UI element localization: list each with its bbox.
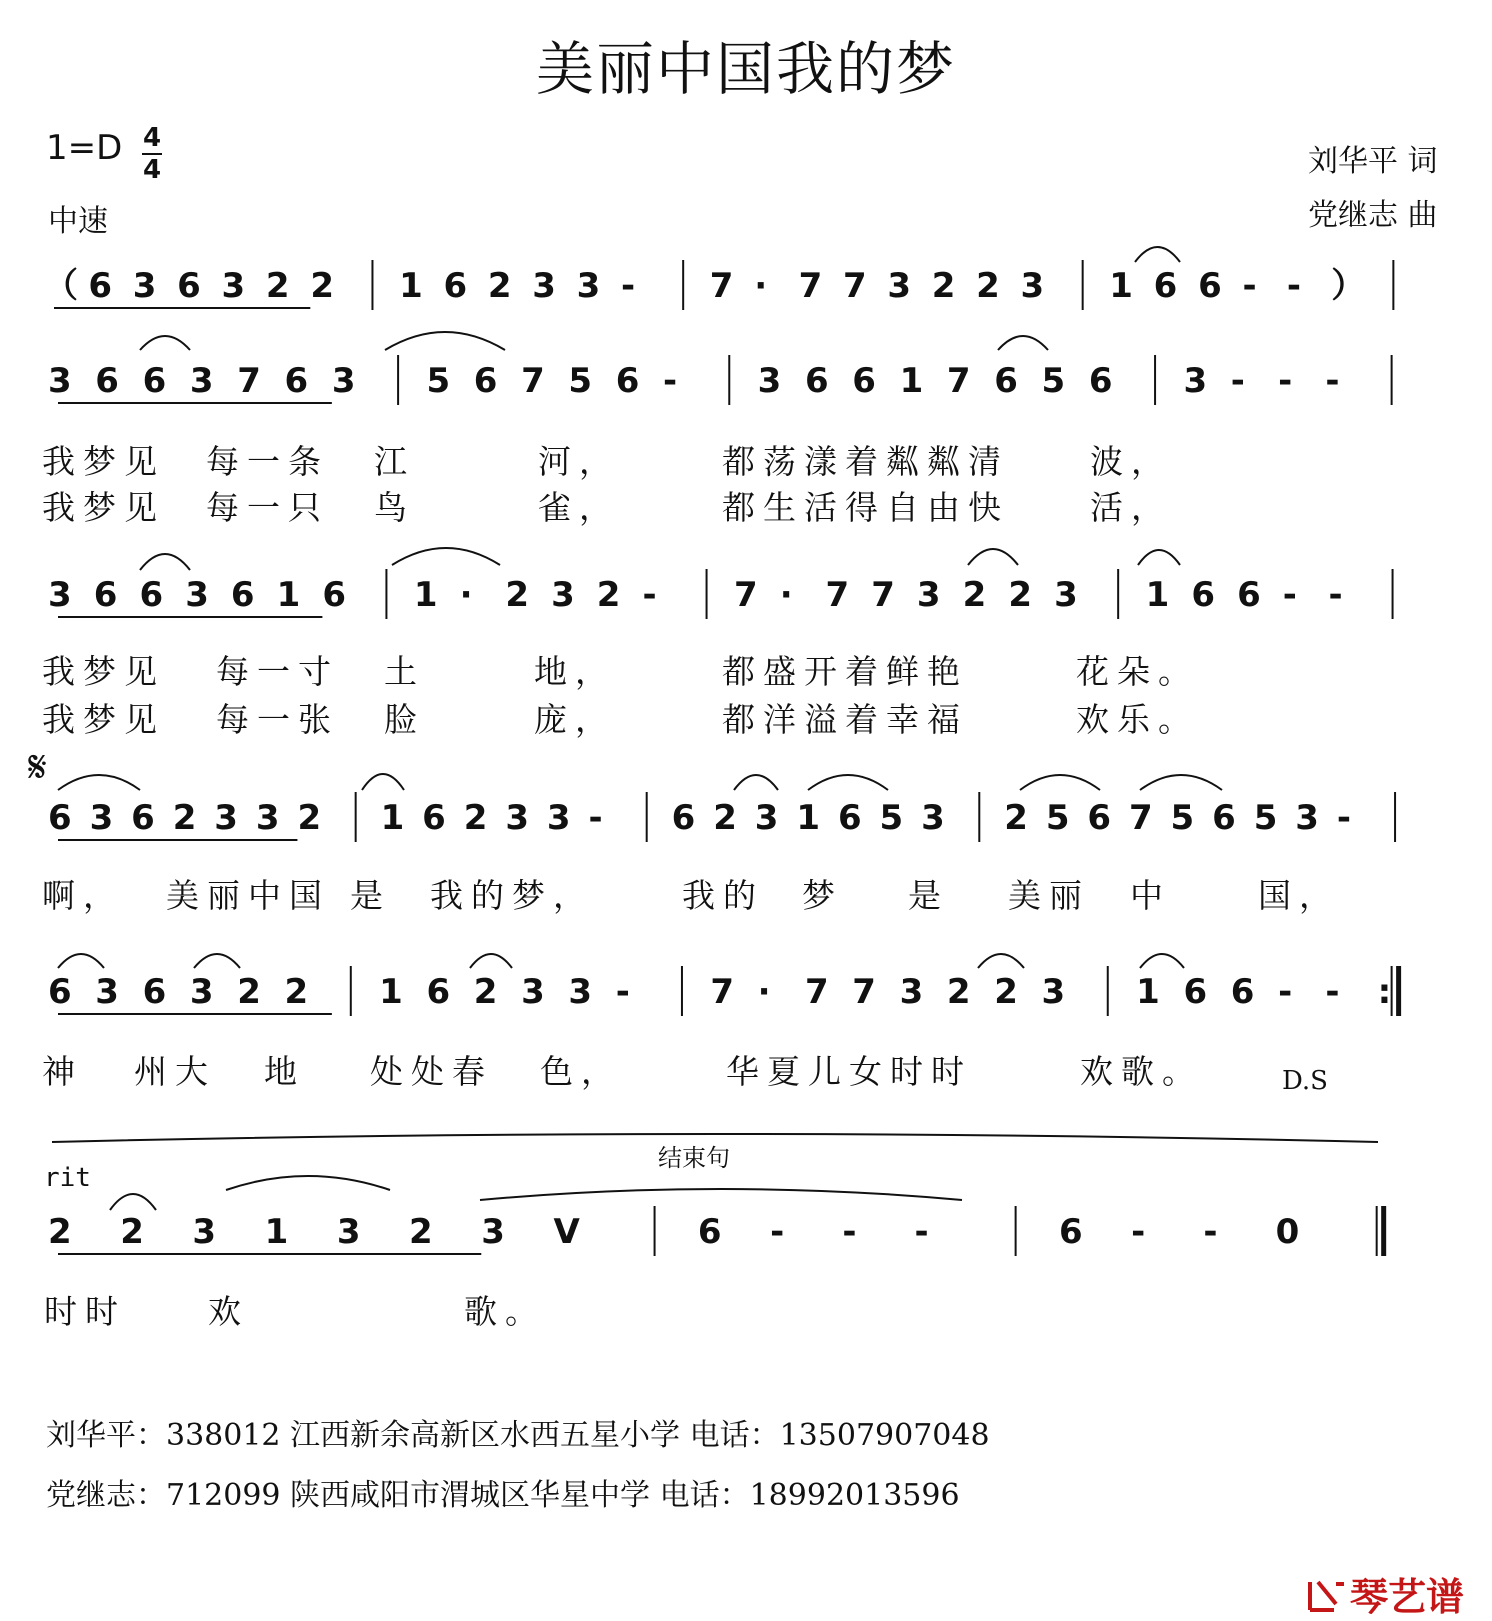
slur-arc <box>392 548 500 565</box>
sustain-dash: - <box>1203 1212 1218 1252</box>
note: 3 <box>192 1212 217 1252</box>
note: 3 <box>132 266 157 306</box>
lyric-syllable: 每一寸 <box>216 652 339 691</box>
note: 1 <box>1145 575 1170 615</box>
note: 2 <box>473 972 498 1012</box>
note: 2 <box>962 575 987 615</box>
slur-arc <box>968 549 1018 565</box>
note: 2 <box>409 1212 433 1252</box>
sustain-dash: - <box>663 361 678 401</box>
ending-label: 结束句 <box>658 1144 730 1172</box>
ds-marking: D.S <box>1282 1066 1328 1096</box>
note: 3 <box>757 361 782 401</box>
note: 6 <box>139 575 164 615</box>
note: 3 <box>189 972 214 1012</box>
lyric-syllable: 我梦见 <box>42 442 165 481</box>
note: · <box>779 575 793 615</box>
note: 6 <box>1183 972 1208 1012</box>
lyric-syllable: 处处春 <box>370 1052 493 1091</box>
note: 6 <box>142 972 167 1012</box>
note: 7 <box>871 575 895 615</box>
slur-arc <box>194 954 240 968</box>
note: 3 <box>916 575 941 615</box>
note: 3 <box>754 798 779 838</box>
note: 3 <box>336 1212 361 1252</box>
note: 2 <box>1004 798 1028 838</box>
note: 5 <box>1170 798 1195 838</box>
lyric-syllable: 波， <box>1090 442 1172 481</box>
composer-credit: 党继志 曲 <box>1308 198 1438 233</box>
note: 1 <box>379 972 403 1012</box>
note: 2 <box>1008 575 1033 615</box>
note: 3 <box>185 575 209 615</box>
note: 2 <box>297 798 322 838</box>
note: 6 <box>284 361 309 401</box>
note: · <box>754 266 768 306</box>
rit-marking: rit <box>44 1163 91 1193</box>
lyric-syllable: 地， <box>534 652 616 691</box>
note: 2 <box>265 266 290 306</box>
lyric-syllable: 我梦见 <box>42 652 165 691</box>
note: 3 <box>1041 972 1066 1012</box>
note: 1 <box>380 798 405 838</box>
lyric-syllable: 都荡漾着粼粼清 <box>722 442 1009 481</box>
note: 2 <box>48 1212 72 1252</box>
note: 7 <box>946 361 971 401</box>
note: 5 <box>1041 361 1066 401</box>
lyricist-credit: 刘华平 词 <box>1308 144 1438 179</box>
tempo-marking: 中速 <box>48 204 108 239</box>
sustain-dash: - <box>1131 1212 1146 1252</box>
note: 3 <box>887 266 912 306</box>
note: 7 <box>237 361 261 401</box>
brand-logo-icon <box>1306 1576 1346 1616</box>
note: 7 <box>521 361 545 401</box>
sustain-dash: - <box>1325 361 1340 401</box>
note: · <box>459 575 473 615</box>
slur-arc <box>362 774 404 790</box>
slur-arc <box>1140 775 1222 790</box>
note: 3 <box>521 972 545 1012</box>
note: 6 <box>322 575 347 615</box>
note: 6 <box>615 361 640 401</box>
note: 6 <box>1058 1212 1083 1252</box>
note: 6 <box>95 361 119 401</box>
note: 2 <box>310 266 334 306</box>
note: 3 <box>48 361 72 401</box>
note: 3 <box>1020 266 1045 306</box>
sustain-dash: - <box>1325 972 1340 1012</box>
lyric-syllable: 色， <box>540 1052 622 1091</box>
note: 6 <box>804 361 829 401</box>
note: 6 <box>1237 575 1261 615</box>
note: 3 <box>546 798 571 838</box>
slur-arc <box>58 775 140 790</box>
lyric-syllable: 国， <box>1258 876 1340 915</box>
lyric-syllable: 江 <box>374 442 415 481</box>
note: 2 <box>463 798 488 838</box>
note: 6 <box>93 575 118 615</box>
sustain-dash: - <box>770 1212 785 1252</box>
note: （ <box>44 266 78 306</box>
note: 6 <box>1087 798 1112 838</box>
lyric-syllable: 我梦见 <box>42 700 165 739</box>
slur-arc <box>1140 954 1184 968</box>
note: 5 <box>1253 798 1278 838</box>
note: 5 <box>426 361 451 401</box>
lyric-syllable: 活， <box>1090 488 1172 527</box>
note: 6 <box>1230 972 1255 1012</box>
note: 3 <box>576 266 601 306</box>
note: 7 <box>709 266 734 306</box>
note: 1 <box>413 575 438 615</box>
note: 2 <box>284 972 309 1012</box>
sustain-dash: - <box>1336 798 1351 838</box>
footer-line-2: 党继志：712099 陕西咸阳市渭城区华星中学 电话：18992013596 <box>46 1478 960 1513</box>
sustain-dash: - <box>1328 575 1343 615</box>
slur-arc <box>1138 550 1180 565</box>
note: 1 <box>899 361 924 401</box>
note: 3 <box>1183 361 1208 401</box>
sustain-dash: - <box>588 798 603 838</box>
note: 6 <box>1153 266 1178 306</box>
lyric-syllable: 欢 <box>208 1292 249 1331</box>
lyric-syllable: 歌。 <box>464 1292 546 1331</box>
note: 2 <box>237 972 261 1012</box>
note: 6 <box>177 266 201 306</box>
note: 1 <box>1109 266 1133 306</box>
note: 6 <box>473 361 498 401</box>
note: · <box>757 972 771 1012</box>
lyric-syllable: 都生活得自由快 <box>722 488 1009 527</box>
note: 3 <box>921 798 945 838</box>
lyric-syllable: 美丽中国 <box>166 876 330 915</box>
slur-arc <box>734 775 778 790</box>
lyric-syllable: 每一只 <box>206 488 329 527</box>
sustain-dash: - <box>842 1212 857 1252</box>
note: 6 <box>88 266 113 306</box>
lyric-syllable: 时时 <box>44 1292 126 1331</box>
lyric-syllable: 是 <box>350 876 391 915</box>
note: 3 <box>331 361 356 401</box>
lyric-syllable: 雀， <box>538 488 620 527</box>
lyric-syllable: 庞， <box>534 700 616 739</box>
lyric-syllable: 我的 <box>682 876 764 915</box>
lyric-syllable: 欢乐。 <box>1076 700 1199 739</box>
note: 3 <box>95 972 119 1012</box>
note: 6 <box>697 1212 722 1252</box>
note: 2 <box>976 266 1000 306</box>
note: 3 <box>899 972 924 1012</box>
note: 5 <box>568 361 593 401</box>
note: 7 <box>852 972 876 1012</box>
note: ） <box>1331 266 1366 306</box>
note: 3 <box>481 1212 505 1252</box>
note: 7 <box>710 972 735 1012</box>
note: 7 <box>798 266 823 306</box>
note: 3 <box>89 798 114 838</box>
note: 7 <box>842 266 867 306</box>
note: 3 <box>1054 575 1078 615</box>
note: 2 <box>120 1212 144 1252</box>
note: 6 <box>1088 361 1113 401</box>
note: 6 <box>422 798 446 838</box>
note: 6 <box>443 266 468 306</box>
lyric-syllable: 欢歌。 <box>1080 1052 1203 1091</box>
note: 6 <box>852 361 876 401</box>
sustain-dash: - <box>1278 361 1293 401</box>
lyric-syllable: 都盛开着鲜艳 <box>722 652 968 691</box>
lyric-syllable: 是 <box>908 876 949 915</box>
note: 6 <box>1212 798 1236 838</box>
sustain-dash: - <box>914 1212 929 1252</box>
note: 6 <box>131 798 155 838</box>
note: 3 <box>255 798 280 838</box>
lyric-syllable: 我梦见 <box>42 488 165 527</box>
lyric-syllable: 脸 <box>384 700 425 739</box>
time-bottom: 4 <box>142 155 162 185</box>
note: 1 <box>1136 972 1160 1012</box>
note: 3 <box>189 361 214 401</box>
note: 1 <box>796 798 821 838</box>
lyric-syllable: 每一条 <box>206 442 329 481</box>
note: 5 <box>1045 798 1070 838</box>
note: 1 <box>399 266 423 306</box>
sustain-dash: - <box>1242 266 1257 306</box>
lyric-syllable: 梦 <box>802 876 843 915</box>
lyric-syllable: 啊， <box>42 876 124 915</box>
note: 7 <box>734 575 758 615</box>
note: V <box>553 1212 580 1252</box>
repeat-dots: : <box>1377 972 1392 1012</box>
note: 2 <box>946 972 971 1012</box>
lyric-syllable: 中 <box>1130 876 1171 915</box>
note: 6 <box>1198 266 1222 306</box>
note: 3 <box>505 798 529 838</box>
footer-line-1: 刘华平：338012 江西新余高新区水西五星小学 电话：13507907048 <box>46 1418 990 1453</box>
note: 6 <box>1191 575 1215 615</box>
sustain-dash: - <box>1282 575 1297 615</box>
time-top: 4 <box>142 123 162 153</box>
note: 1 <box>264 1212 289 1252</box>
lyric-syllable: 花朵。 <box>1076 652 1199 691</box>
note: 2 <box>931 266 956 306</box>
note: 6 <box>142 361 167 401</box>
slur-arc <box>1135 247 1180 262</box>
sustain-dash: - <box>1278 972 1293 1012</box>
note: 2 <box>713 798 737 838</box>
note: 7 <box>804 972 829 1012</box>
slur-arc <box>470 954 512 968</box>
sustain-dash: - <box>615 972 630 1012</box>
slur-arc <box>226 1176 390 1190</box>
lyric-syllable: 神 <box>42 1052 83 1091</box>
lyric-syllable: 美丽 <box>1008 876 1090 915</box>
note: 2 <box>487 266 512 306</box>
lyric-syllable: 我的梦， <box>430 876 594 915</box>
note: 2 <box>596 575 621 615</box>
note: 3 <box>1295 798 1319 838</box>
lyric-syllable: 州大 <box>134 1052 216 1091</box>
note: 7 <box>1128 798 1153 838</box>
key-signature: 1=D <box>46 128 123 168</box>
note: 3 <box>551 575 575 615</box>
sustain-dash: - <box>1230 361 1245 401</box>
sustain-dash: - <box>642 575 657 615</box>
note: 2 <box>994 972 1018 1012</box>
sustain-dash: - <box>1286 266 1301 306</box>
note: 6 <box>48 972 72 1012</box>
note: 6 <box>426 972 451 1012</box>
note: 1 <box>276 575 301 615</box>
note: 2 <box>172 798 197 838</box>
slur-arc <box>58 954 104 968</box>
note: 7 <box>825 575 850 615</box>
lyric-syllable: 土 <box>384 652 425 691</box>
note: 6 <box>671 798 696 838</box>
slur-arc <box>1020 775 1100 790</box>
slur-arc <box>808 775 888 790</box>
segno-sign: 𝄋 <box>28 742 47 793</box>
slur-arc <box>110 1194 156 1210</box>
slur-arc <box>978 954 1024 968</box>
slur-arc <box>140 554 190 570</box>
page-title: 美丽中国我的梦 <box>535 35 956 103</box>
slur-arc <box>998 336 1048 350</box>
brand-name: 琴艺谱 <box>1350 1575 1465 1619</box>
lyric-syllable: 华夏儿女时时 <box>726 1052 972 1091</box>
sustain-dash: - <box>621 266 636 306</box>
slur-arc <box>140 336 190 350</box>
lyric-syllable: 河， <box>538 442 620 481</box>
lyric-syllable: 都洋溢着幸福 <box>722 700 968 739</box>
note: 3 <box>221 266 246 306</box>
lyric-syllable: 每一张 <box>216 700 339 739</box>
lyric-syllable: 地 <box>264 1052 305 1091</box>
note: 6 <box>48 798 72 838</box>
note: 0 <box>1275 1212 1300 1252</box>
note: 3 <box>48 575 72 615</box>
note: 3 <box>568 972 593 1012</box>
note: 3 <box>532 266 556 306</box>
note: 5 <box>879 798 904 838</box>
slur-arc <box>480 1189 962 1200</box>
note: 6 <box>837 798 862 838</box>
note: 2 <box>505 575 529 615</box>
note: 3 <box>214 798 238 838</box>
note: 6 <box>230 575 255 615</box>
note: 6 <box>994 361 1018 401</box>
slur-arc <box>385 332 505 350</box>
lyric-syllable: 鸟 <box>374 488 415 527</box>
